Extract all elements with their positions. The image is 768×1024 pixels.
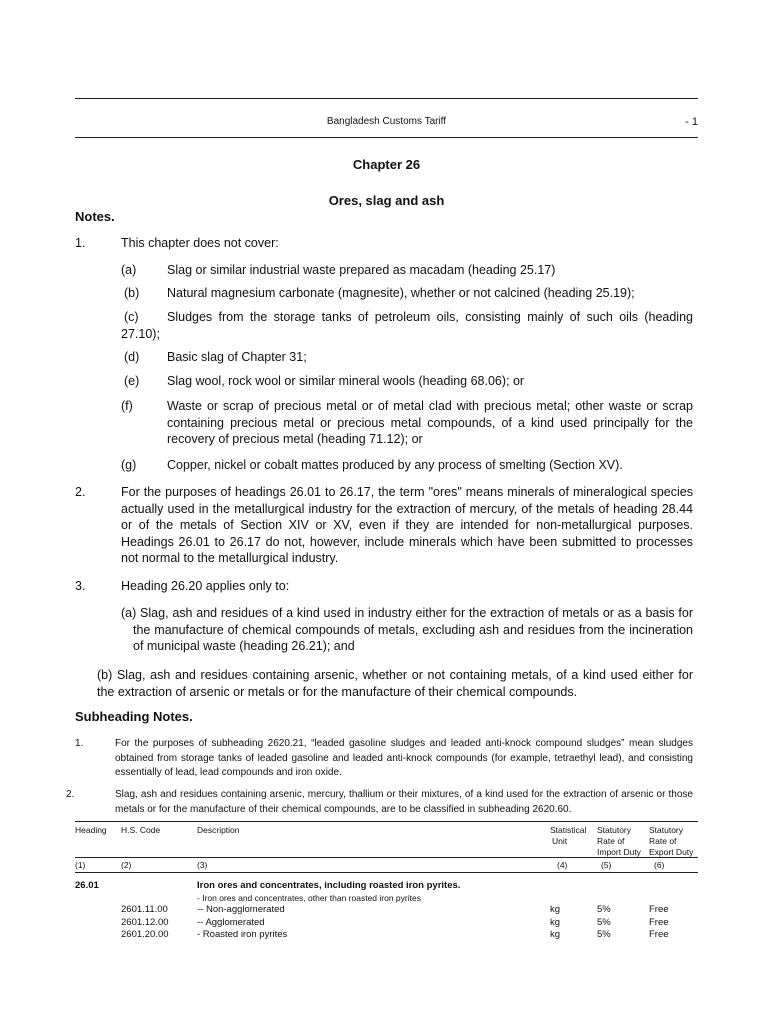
row-description: - Roasted iron pyrites	[197, 929, 288, 940]
item-label: (d)	[124, 350, 140, 364]
note-1-item-b	[121, 285, 693, 302]
note-1-item-d	[121, 349, 693, 366]
subheading-note-2	[66, 788, 693, 817]
note-number: 3.	[75, 579, 86, 593]
col-header-description: Description	[197, 825, 240, 835]
chapter-subtitle: Ores, slag and ash	[328, 193, 445, 208]
row-import-duty: 5%	[597, 929, 611, 940]
note-number: 1.	[75, 738, 84, 749]
row-export-duty: Free	[649, 929, 669, 940]
row-unit: kg	[550, 917, 561, 928]
note-number: 1.	[75, 236, 86, 250]
note-1-item-f	[121, 398, 693, 448]
row-hs-code: 2601.20.00	[121, 929, 169, 940]
item-text: Slag wool, rock wool or similar mineral wools (heading 68.06); or	[167, 374, 525, 388]
note-text: For the purposes of subheading 2620.21, “leaded gasoline sludges and leaded anti-knock compound sludges” mean sludges obtained from storage tanks of leaded gasoline and leaded anti-knock compounds (for example, tetraethyl lead), and consisting essentially of lead, lead compounds and iron oxide.	[115, 738, 693, 778]
note-2	[75, 484, 693, 567]
col-num-3: (3)	[197, 860, 208, 870]
item-text: Basic slag of Chapter 31;	[167, 350, 307, 364]
item-label: (c)	[124, 310, 139, 324]
row-export-duty: Free	[649, 917, 669, 928]
row-import-duty: 5%	[597, 917, 611, 928]
item-text: Sludges from the storage tanks of petroleum oils, consisting mainly of such oils (heading 27.10);	[121, 310, 693, 341]
note-1-item-a	[121, 262, 693, 279]
header-bottom-rule	[75, 137, 698, 138]
table-top-rule	[75, 821, 698, 822]
item-text: Natural magnesium carbonate (magnesite), whether or not calcined (heading 25.19);	[167, 286, 635, 300]
item-label: (g)	[121, 458, 137, 472]
table-colnum-rule	[75, 872, 698, 873]
item-label: (f)	[121, 399, 133, 413]
note-3-item-b	[97, 667, 693, 700]
item-text: (a) Slag, ash and residues of a kind used in industry either for the extraction of metals or as a basis for the manufacture of chemical compounds of metals, excluding ash and residues from the incineration of municipal waste (heading 26.21); and	[121, 606, 693, 653]
note-1-item-g	[121, 457, 693, 474]
chapter-title: Chapter 26	[352, 157, 421, 172]
row-description: -- Agglomerated	[197, 917, 265, 928]
row-unit: kg	[550, 904, 561, 915]
heading-description: Iron ores and concentrates, including roasted iron pyrites.	[197, 880, 461, 891]
note-1-item-e	[121, 373, 693, 390]
note-number: 2.	[66, 789, 75, 800]
row-import-duty: 5%	[597, 904, 611, 915]
note-text: For the purposes of headings 26.01 to 26.17, the term "ores" means minerals of mineralogical species actually used in the metallurgical industry for the extraction of mercury, of the metals of heading 28.44 or of the metals of Section XIV or XV, even if they are intended for non-metallurgical purposes. Headings 26.01 to 26.17 do not, however, include minerals which have been submitted to processes not normal to the metallurgical industry.	[121, 485, 693, 565]
item-label: (e)	[124, 374, 140, 388]
page-number: - 1	[685, 116, 698, 128]
col-num-6: (6)	[654, 860, 665, 870]
col-header-heading: Heading	[75, 825, 107, 835]
note-text: Heading 26.20 applies only to:	[121, 579, 290, 593]
row-hs-code: 2601.11.00	[121, 904, 168, 915]
col-header-hs-code: H.S. Code	[121, 825, 161, 835]
item-label: (b)	[124, 286, 140, 300]
col-num-4: (4)	[557, 860, 568, 870]
item-text: (b) Slag, ash and residues containing arsenic, whether or not containing metals, of a kind used either for the extraction of arsenic or metals or for the manufacture of their chemical compounds.	[97, 668, 693, 699]
header-top-rule	[75, 98, 698, 99]
col-header-stat-unit: Statistical Unit	[550, 825, 587, 846]
note-1-item-c	[121, 309, 693, 342]
row-export-duty: Free	[649, 904, 669, 915]
row-description: -- Non-agglomerated	[197, 904, 285, 915]
item-text: Waste or scrap of precious metal or of metal clad with precious metal; other waste or scrap containing precious metal or precious metal compounds, of a kind used principally for the recovery of precious metal (heading 71.12); or	[167, 399, 693, 446]
col-num-1: (1)	[75, 860, 86, 870]
note-number: 2.	[75, 485, 86, 499]
note-text: Slag, ash and residues containing arsenic, mercury, thallium or their mixtures, of a kind used for the extraction of arsenic or those metals or for the manufacture of their chemical compounds, are to be classified in subheading 2620.60.	[115, 789, 693, 815]
col-num-2: (2)	[121, 860, 132, 870]
note-3	[75, 578, 693, 595]
col-header-export-duty: Statutory Rate of Export Duty	[649, 825, 694, 857]
table-header-rule	[75, 857, 698, 858]
note-3-item-a	[121, 605, 693, 655]
row-hs-code: 2601.12.00	[121, 917, 169, 928]
item-label: (a)	[121, 263, 137, 277]
heading-subtitle: - Iron ores and concentrates, other than roasted iron pyrites	[197, 893, 421, 903]
row-unit: kg	[550, 929, 561, 940]
subheading-notes-heading: Subheading Notes.	[75, 709, 193, 724]
col-header-import-duty: Statutory Rate of Import Duty	[597, 825, 641, 857]
item-text: Slag or similar industrial waste prepared as macadam (heading 25.17)	[167, 263, 556, 277]
col-num-5: (5)	[601, 860, 612, 870]
notes-heading: Notes.	[75, 209, 115, 224]
item-text: Copper, nickel or cobalt mattes produced by any process of smelting (Section XV).	[167, 458, 623, 472]
running-header-title: Bangladesh Customs Tariff	[326, 116, 447, 127]
subheading-note-1	[75, 737, 693, 781]
note-1	[75, 235, 695, 252]
heading-number: 26.01	[75, 880, 99, 891]
note-text: This chapter does not cover:	[121, 236, 279, 250]
